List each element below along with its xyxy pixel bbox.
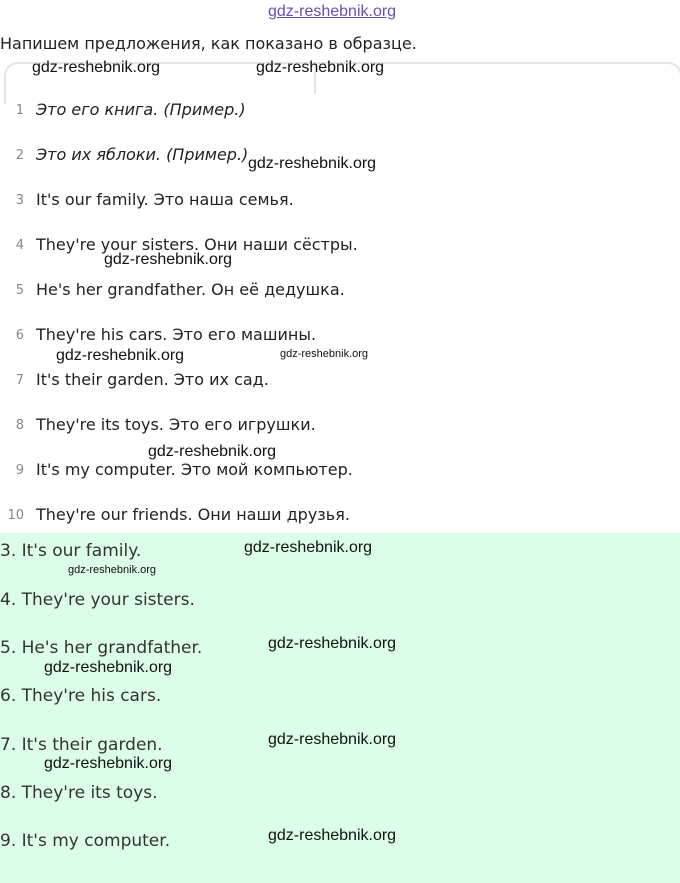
watermark-small: gdz-reshebnik.org	[280, 348, 369, 360]
row-number: 1	[15, 103, 24, 118]
row-text: It's my computer. Это мой компьютер.	[36, 460, 353, 479]
row-text: Это их яблоки. (Пример.)	[36, 145, 249, 164]
row-number: 3	[15, 193, 24, 208]
answer-line: 6. They're his cars.	[0, 686, 162, 706]
watermark-small: gdz-reshebnik.org	[68, 564, 157, 576]
exercise-row	[0, 188, 680, 216]
exercise-row	[0, 458, 680, 486]
watermark: gdz-reshebnik.org	[256, 59, 385, 76]
watermark: gdz-reshebnik.org	[148, 443, 277, 460]
row-text: He's her grandfather. Он её дедушка.	[36, 280, 345, 299]
row-number: 4	[15, 238, 24, 253]
watermark: gdz-reshebnik.org	[44, 755, 173, 772]
exercise-row	[0, 233, 680, 261]
row-number: 8	[15, 418, 24, 433]
exercise-row	[0, 368, 680, 396]
watermark: gdz-reshebnik.org	[104, 251, 233, 268]
answer-line: 7. It's their garden.	[0, 735, 163, 755]
exercise-row	[0, 503, 680, 531]
exercise-row	[0, 413, 680, 441]
row-text: They're your sisters. Они наши сёстры.	[36, 235, 358, 254]
watermark: gdz-reshebnik.org	[44, 659, 173, 676]
row-number: 10	[7, 508, 24, 523]
row-text: They're our friends. Они наши друзья.	[36, 505, 350, 524]
answer-line: 8. They're its toys.	[0, 783, 158, 803]
watermark: gdz-reshebnik.org	[268, 827, 397, 844]
row-text: They're his cars. Это его машины.	[36, 325, 317, 344]
row-number: 6	[15, 328, 24, 343]
row-text: It's their garden. Это их сад.	[36, 370, 269, 389]
row-text: It's our family. Это наша семья.	[36, 190, 294, 209]
answer-line: 3. It's our family.	[0, 541, 142, 561]
watermark: gdz-reshebnik.org	[32, 59, 161, 76]
answer-line: 9. It's my computer.	[0, 831, 171, 851]
watermark: gdz-reshebnik.org	[268, 635, 397, 652]
answer-line: 4. They're your sisters.	[0, 590, 195, 610]
instruction-text: Напишем предложения, как показано в образце.	[0, 34, 417, 53]
row-number: 5	[15, 283, 24, 298]
exercise-row	[0, 278, 680, 306]
row-text: Это его книга. (Пример.)	[36, 100, 246, 119]
watermark: gdz-reshebnik.org	[56, 347, 185, 364]
answer-line: 5. He's her grandfather.	[0, 638, 203, 658]
exercise-row	[0, 98, 680, 126]
row-number: 7	[15, 373, 24, 388]
watermark-top: gdz-reshebnik.org	[268, 3, 397, 20]
watermark: gdz-reshebnik.org	[244, 539, 373, 556]
watermark: gdz-reshebnik.org	[268, 731, 397, 748]
row-text: They're its toys. Это его игрушки.	[36, 415, 316, 434]
row-number: 2	[15, 148, 24, 163]
watermark: gdz-reshebnik.org	[248, 155, 377, 172]
row-number: 9	[15, 463, 24, 478]
